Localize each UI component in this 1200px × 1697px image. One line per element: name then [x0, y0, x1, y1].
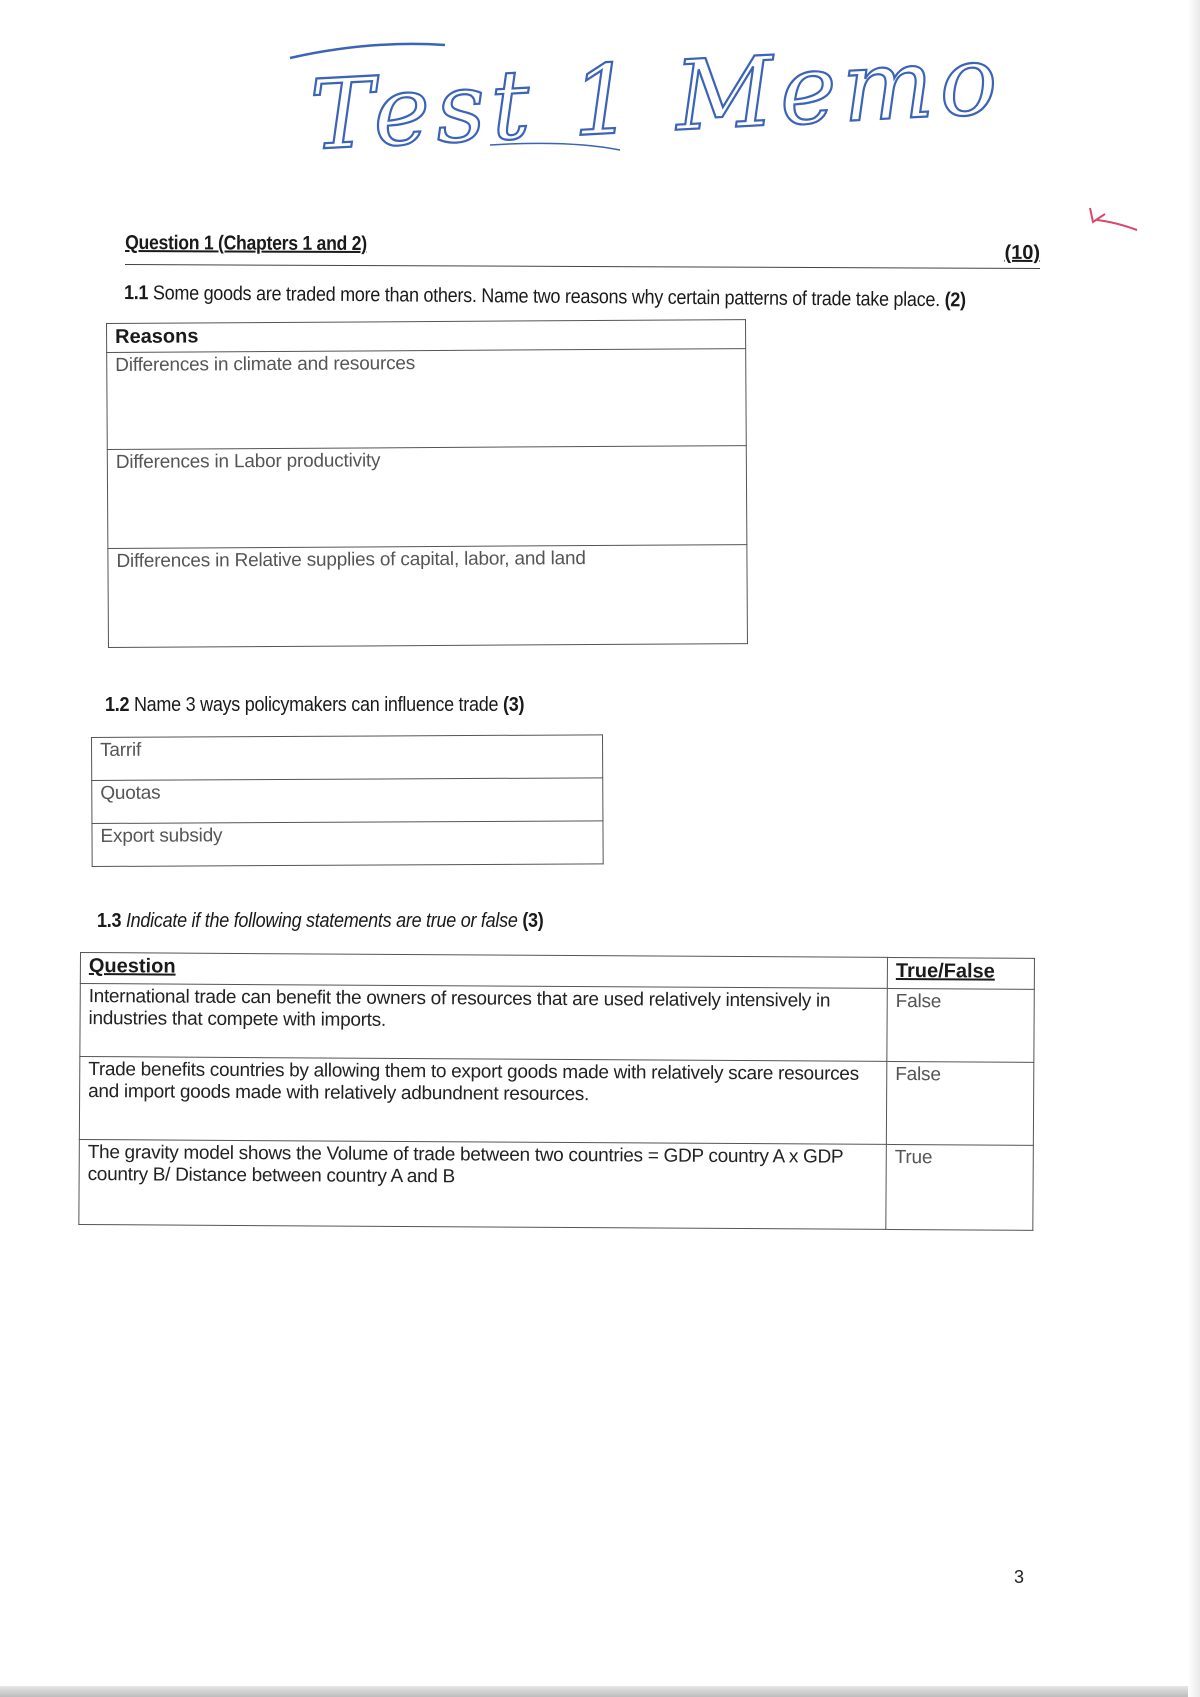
statement-2: Trade benefits countries by allowing them to export goods made with relatively scare resources and import goods made with relatively adbundnent resources.: [79, 1057, 886, 1145]
policy-answer-2: Quotas: [92, 778, 603, 824]
reason-answer-1: Differences in climate and resources: [107, 349, 747, 450]
policy-answer-3: Export subsidy: [92, 821, 603, 867]
scan-edge-bottom: [0, 1686, 1200, 1697]
question-marks: (10): [1004, 241, 1041, 264]
handwritten-title: [270, 23, 1070, 172]
checkmark-icon: [1085, 200, 1145, 240]
answer-2: False: [886, 1061, 1034, 1145]
true-false-table: [78, 952, 1035, 1231]
reasons-header: Reasons: [107, 320, 746, 353]
reasons-table: [106, 319, 748, 648]
question-1-2: 1.2 Name 3 ways policymakers can influence trade (3): [105, 694, 525, 716]
statement-1: International trade can benefit the owners of resources that are used relatively intensively in industries that compete with imports.: [80, 984, 887, 1062]
question-1-1: 1.1 Some goods are traded more than others. Name two reasons why certain patterns of trade take place. (2): [123, 282, 966, 312]
question-1-3: 1.3 Indicate if the following statements are true or false (3): [97, 910, 544, 932]
scan-edge-right: [1188, 0, 1200, 1697]
policy-answer-1: Tarrif: [92, 735, 603, 781]
statement-3: The gravity model shows the Volume of trade between two countries = GDP country A x GDP country B/ Distance between country A and B: [79, 1139, 887, 1229]
handwritten-title-text: Test 1 Memo: [307, 23, 1006, 172]
policy-table: [91, 734, 604, 867]
page-number: 3: [1014, 1567, 1025, 1587]
question-title: Question 1 (Chapters 1 and 2): [125, 232, 367, 256]
answer-3: True: [886, 1144, 1034, 1230]
answer-1: False: [887, 988, 1034, 1062]
header-question: Question: [80, 953, 887, 989]
reason-answer-2: Differences in Labor productivity: [107, 446, 747, 549]
reason-answer-3: Differences in Relative supplies of capital, labor, and land: [108, 545, 748, 648]
header-true-false: True/False: [887, 957, 1034, 989]
question-header: [125, 228, 1040, 269]
